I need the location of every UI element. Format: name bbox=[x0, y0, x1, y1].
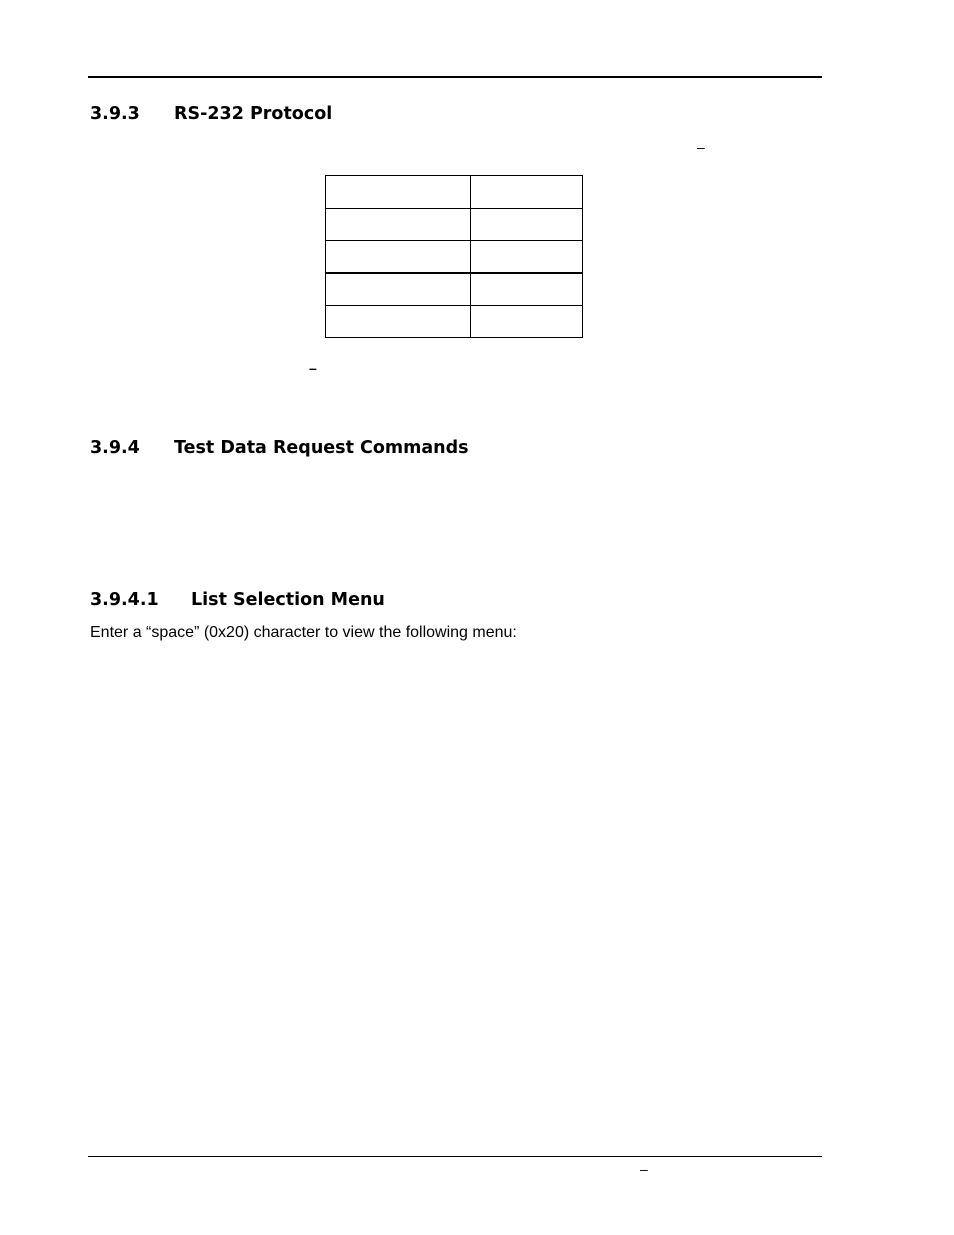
dash-mark: – bbox=[309, 360, 317, 376]
table-row bbox=[326, 241, 583, 274]
table-cell bbox=[326, 209, 471, 241]
dash-mark: – bbox=[697, 139, 705, 155]
section-title: RS-232 Protocol bbox=[174, 104, 333, 124]
table-cell bbox=[471, 273, 583, 306]
section-heading-rs232 bbox=[90, 103, 333, 125]
section-title: List Selection Menu bbox=[191, 590, 385, 610]
section-heading-test-data bbox=[90, 437, 469, 459]
table-row bbox=[326, 273, 583, 306]
header-rule bbox=[88, 76, 822, 78]
section-number: 3.9.4.1 bbox=[90, 590, 159, 610]
footer-rule bbox=[88, 1156, 822, 1157]
dash-mark: – bbox=[640, 1161, 648, 1177]
table-cell bbox=[326, 176, 471, 209]
table-cell bbox=[471, 176, 583, 209]
section-heading-list-selection bbox=[90, 589, 385, 611]
rs232-protocol-table bbox=[325, 175, 583, 338]
section-number: 3.9.3 bbox=[90, 104, 140, 124]
table-cell bbox=[471, 209, 583, 241]
list-selection-instruction: Enter a “space” (0x20) character to view the following menu: bbox=[90, 624, 517, 641]
section-number: 3.9.4 bbox=[90, 438, 140, 458]
table-cell bbox=[326, 273, 471, 306]
table-cell bbox=[471, 306, 583, 338]
table-cell bbox=[326, 306, 471, 338]
table-row bbox=[326, 209, 583, 241]
table-cell bbox=[471, 241, 583, 274]
table-cell bbox=[326, 241, 471, 274]
table-row bbox=[326, 306, 583, 338]
table-row bbox=[326, 176, 583, 209]
section-title: Test Data Request Commands bbox=[174, 438, 469, 458]
